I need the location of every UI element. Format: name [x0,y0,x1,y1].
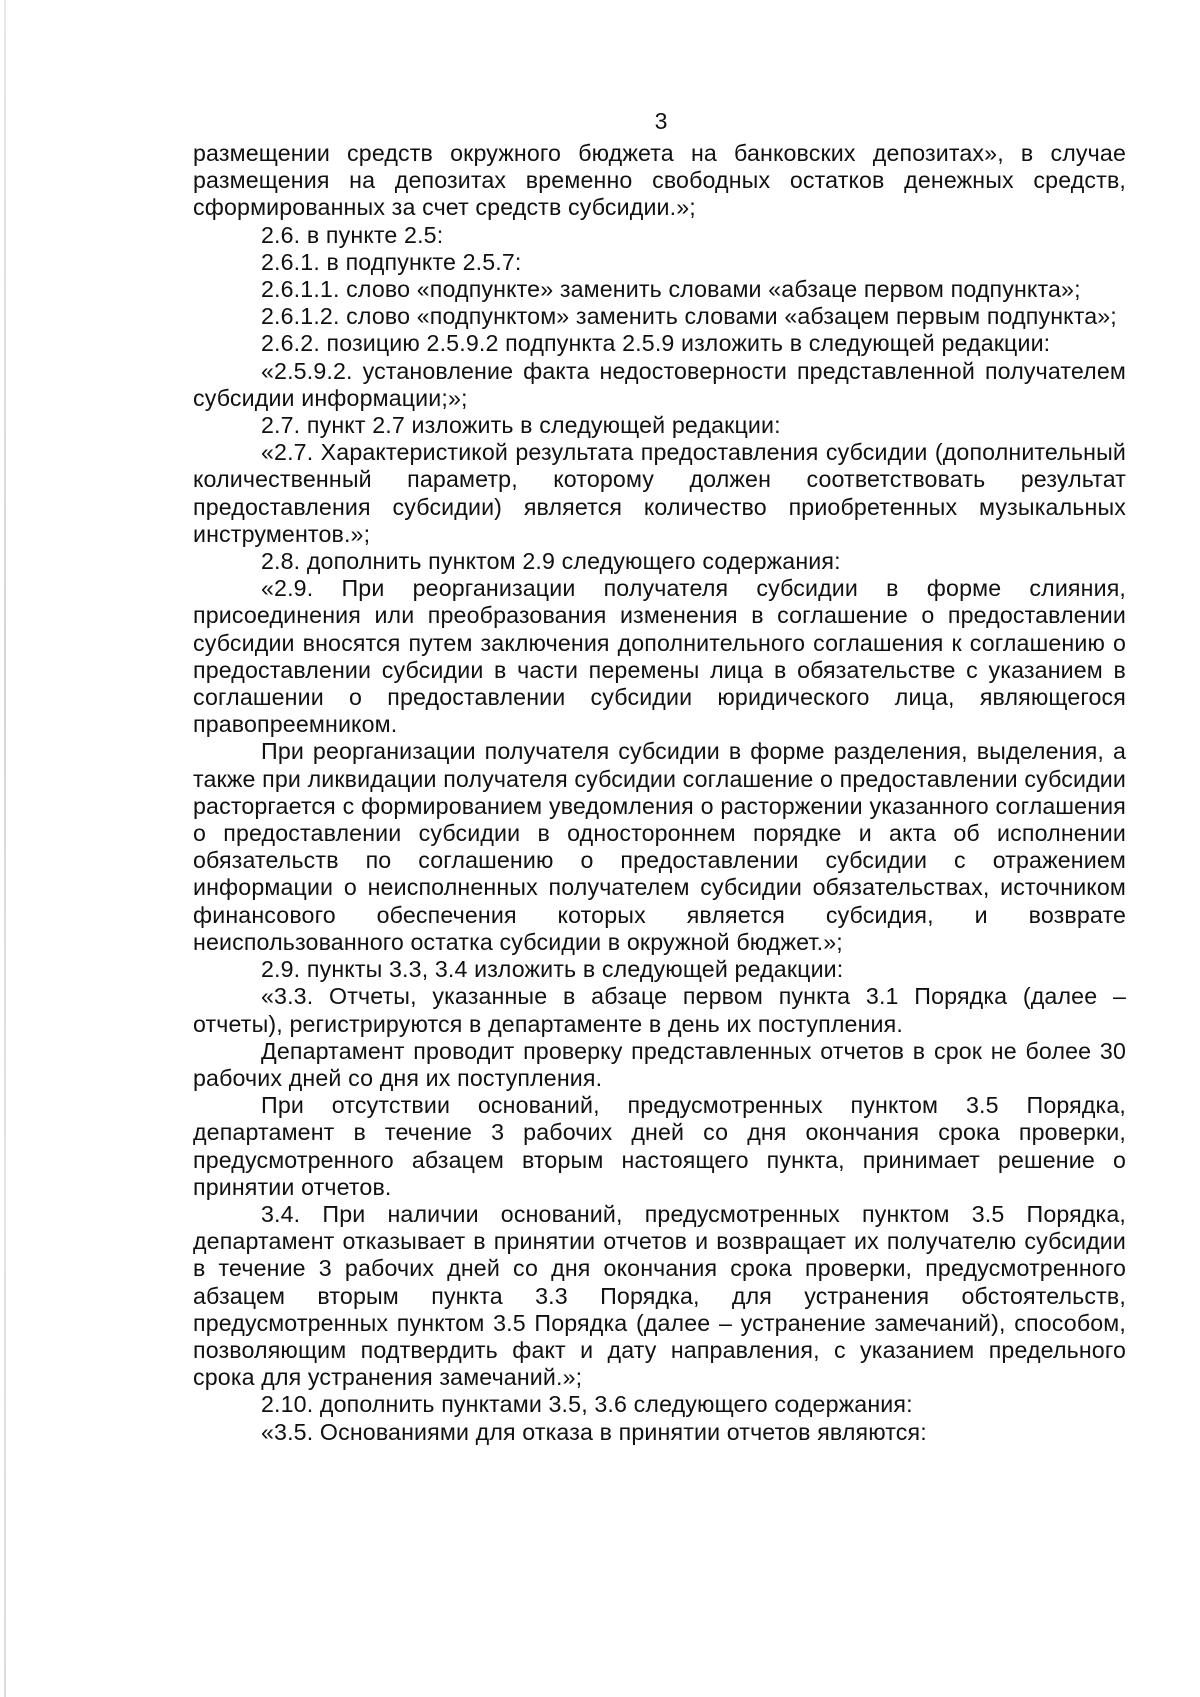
paragraph: При отсутствии оснований, предусмотренных пунктом 3.5 Порядка, департамент в течение 3 рабочих дней со дня окончания срока проверки, предусмотренного абзацем вторым настоящего пункта, принимает решение о принятии отчетов. [193,1092,1126,1200]
paragraph: 3.4. При наличии оснований, предусмотренных пунктом 3.5 Порядка, департамент отказывает в принятии отчетов и возвращает их получателю субсидии в течение 3 рабочих дней со дня окончания срока проверки, предусмотренного абзацем вторым пункта 3.3 Порядка, для устранения обстоятельств, предусмотренных пунктом 3.5 Порядка (далее – устранение замечаний), способом, позволяющим подтвердить факт и дату направления, с указанием предельного срока для устранения замечаний.»; [193,1200,1126,1391]
paragraph: Департамент проводит проверку представленных отчетов в срок не более 30 рабочих дней со дня их поступления. [193,1037,1126,1091]
paragraph: 2.8. дополнить пунктом 2.9 следующего содержания: [261,548,841,575]
paragraph: «2.5.9.2. установление факта недостоверности представленной получателем субсидии информации;»; [193,357,1126,411]
paragraph: 2.9. пункты 3.3, 3.4 изложить в следующей редакции: [261,956,844,983]
paragraph: 2.6.1. в подпункте 2.5.7: [261,248,522,275]
paragraph: 2.6. в пункте 2.5: [261,221,444,248]
scan-edge [4,0,6,1697]
paragraph: «3.5. Основаниями для отказа в принятии отчетов являются: [261,1418,927,1445]
paragraph: «3.3. Отчеты, указанные в абзаце первом пункта 3.1 Порядка (далее – отчеты), регистрируются в департаменте в день их поступления. [193,983,1126,1037]
paragraph: 2.6.2. позицию 2.5.9.2 подпункта 2.5.9 изложить в следующей редакции: [261,330,1051,357]
paragraph: «2.9. При реорганизации получателя субсидии в форме слияния, присоединения или преобразования изменения в соглашение о предоставлении субсидии вносятся путем заключения дополнительного соглашения к соглашению о предоставлении субсидии в части перемены лица в обязательстве с указанием в соглашении о предоставлении субсидии юридического лица, являющегося правопреемником. [193,575,1126,738]
document-body [193,140,1126,1446]
paragraph: 2.6.1.1. слово «подпункте» заменить словами «абзаце первом подпункта»; [261,276,1081,303]
paragraph: При реорганизации получателя субсидии в форме разделения, выделения, а также при ликвидации получателя субсидии соглашение о предоставлении субсидии расторгается с формированием уведомления о расторжении указанного соглашения о предоставлении субсидии в одностороннем порядке и акта об исполнении обязательств по соглашению о предоставлении субсидии с отражением информации о неисполненных получателем субсидии обязательствах, источником финансового обеспечения которых является субсидия, и возврате неиспользованного остатка субсидии в окружной бюджет.»; [193,738,1127,955]
page-number [61,108,1200,135]
paragraph: 2.10. дополнить пунктами 3.5, 3.6 следующего содержания: [261,1391,913,1418]
paragraph: размещении средств окружного бюджета на банковских депозитах», в случае размещения на депозитах временно свободных остатков денежных средств, сформированных за счет средств субсидии.»; [193,140,1126,221]
paragraph: 2.7. пункт 2.7 изложить в следующей редакции: [261,412,781,439]
paragraph: «2.7. Характеристикой результата предоставления субсидии (дополнительный количественный параметр, которому должен соответствовать результат предоставления субсидии) является количество приобретенных музыкальных инструментов.»; [193,439,1126,547]
paragraph: 2.6.1.2. слово «подпунктом» заменить словами «абзацем первым подпункта»; [261,303,1117,330]
page-number-text: 3 [654,108,668,134]
